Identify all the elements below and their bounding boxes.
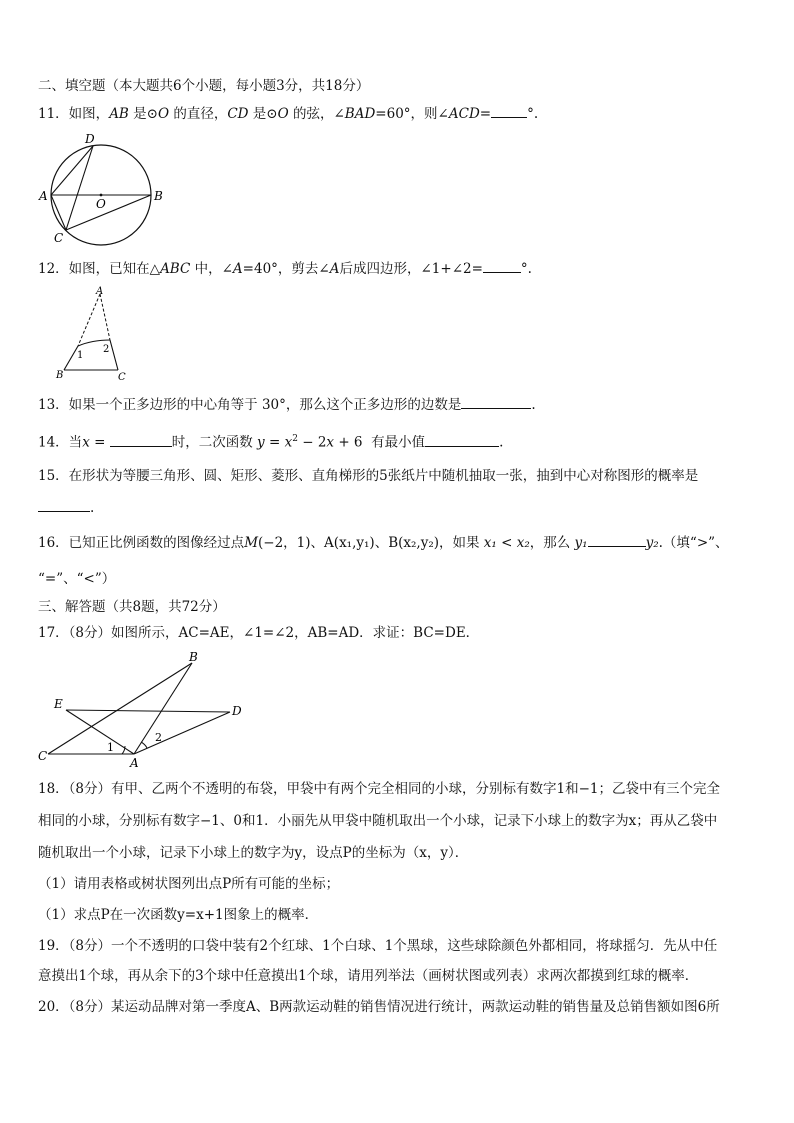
center-point	[100, 194, 103, 197]
question-18-sub1: （1）请用表格或树状图列出点P所有可能的坐标；	[38, 876, 340, 892]
side-ac-lower	[110, 340, 118, 370]
circle-figure	[34, 130, 174, 246]
answer-blank	[110, 433, 172, 447]
question-16: 16．已知正比例函数的图像经过点M(−2，1)、A(x₁,y₁)、B(x₂,y₂)，如果 x₁ < x₂，那么 y₁ y₂.（填“>”、	[38, 535, 729, 551]
angle-2-arc	[141, 742, 147, 748]
question-18-sub2: （1）求点P在一次函数y=x+1图象上的概率．	[38, 907, 319, 923]
chord-cb	[66, 195, 151, 230]
segment-ad	[134, 712, 230, 754]
segment-cb	[48, 663, 192, 754]
chord-ac	[51, 195, 66, 230]
label-2: 2	[155, 731, 162, 744]
question-15: 15．在形状为等腰三角形、圆、矩形、菱形、直角梯形的5张纸片中随机抽取一张，抽到中心对称图形的概率是	[38, 468, 699, 484]
label-1: 1	[77, 350, 84, 361]
label-o: O	[96, 197, 106, 211]
question-20-l1: 20．（8分）某运动品牌对第一季度A、B两款运动鞋的销售情况进行统计，两款运动鞋的销售量及总销售额如图6所	[38, 999, 720, 1015]
label-a: A	[130, 756, 139, 770]
chord-dc	[66, 146, 93, 230]
answer-blank	[461, 395, 531, 409]
label-a: A	[39, 189, 48, 203]
question-11: 11．如图，AB 是⊙O 的直径，CD 是⊙O 的弦，∠BAD=60°，则∠ACD= °.	[38, 106, 539, 122]
label-b: B	[56, 370, 64, 381]
question-16-cont: “=”、“<”）	[38, 571, 116, 587]
segment-ab	[134, 663, 192, 754]
label-e: E	[54, 697, 63, 711]
question-18-l1: 18．（8分）有甲、乙两个不透明的布袋，甲袋中有两个完全相同的小球，分别标有数字1和−1；乙袋中有三个完全	[38, 781, 721, 797]
label-d: D	[232, 704, 242, 718]
answer-blank	[483, 259, 521, 273]
question-18-l3: 随机取出一个小球，记录下小球上的数字为y，设点P的坐标为（x，y）．	[38, 845, 469, 861]
side-ac-dashed	[100, 294, 110, 340]
label-b: B	[189, 650, 198, 664]
label-a: A	[96, 286, 104, 297]
label-c: C	[54, 231, 64, 245]
section2-heading: 二、填空题（本大题共6个小题，每小题3分，共18分）	[38, 78, 370, 94]
section3-heading: 三、解答题（共8题，共72分）	[38, 599, 226, 615]
triangle-figure	[52, 286, 136, 382]
question-17: 17．（8分）如图所示，AC=AE，∠1=∠2，AB=AD．求证：BC=DE．	[38, 625, 480, 641]
question-19-l2: 意摸出1个球，再从余下的3个球中任意摸出1个球，请用列举法（画树状图或列表）求两次都摸到红球的概率．	[38, 968, 699, 984]
answer-blank	[425, 433, 499, 447]
answer-blank	[491, 104, 527, 118]
question-18-l2: 相同的小球，分别标有数字−1、0和1．小丽先从甲袋中随机取出一个小球，记录下小球上的数字为x；再从乙袋中	[38, 813, 718, 829]
question-14: 14．当x = 时，二次函数 $y = x^2 - 2x + 6$ 有最小值 .	[38, 434, 504, 451]
label-1: 1	[107, 741, 114, 754]
side-ab-lower	[64, 346, 78, 370]
answer-blank	[588, 533, 646, 547]
side-ab-dashed	[78, 294, 100, 346]
question-19-l1: 19．（8分）一个不透明的口袋中装有2个红球、1个白球、1个黑球，这些球除颜色外都相同，将球摇匀．先从中任	[38, 938, 718, 954]
segment-ae	[66, 710, 134, 754]
q17-figure	[34, 650, 244, 770]
answer-blank	[38, 498, 90, 512]
segment-ed	[66, 710, 230, 712]
question-12: 12．如图，已知在△ABC 中，∠A=40°，剪去∠A后成四边形，∠1+∠2= °.	[38, 261, 532, 277]
label-d: D	[85, 132, 95, 146]
label-b: B	[154, 189, 163, 203]
label-2: 2	[103, 344, 110, 355]
label-c: C	[118, 372, 126, 382]
question-13: 13．如果一个正多边形的中心角等于 30°，那么这个正多边形的边数是 .	[38, 397, 536, 413]
question-15-cont: .	[38, 498, 94, 517]
label-c: C	[38, 749, 48, 763]
